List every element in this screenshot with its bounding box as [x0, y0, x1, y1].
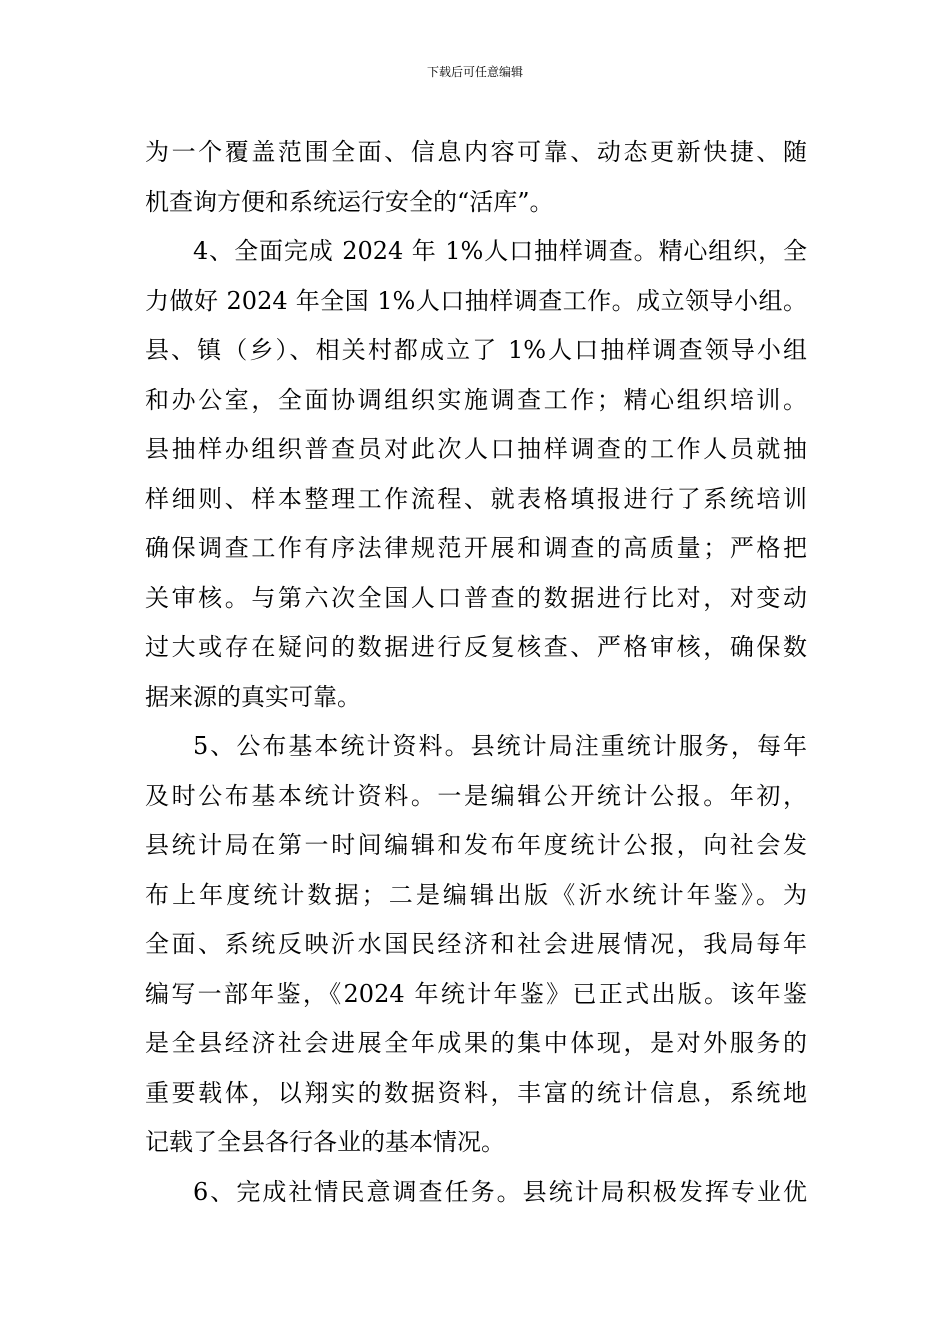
text-line: 为一个覆盖范围全面、信息内容可靠、动态更新快捷、随 [145, 138, 807, 166]
text-line: 力做好 2024 年全国 1%人口抽样调查工作。成立领导小组。 [145, 286, 807, 315]
document-body [145, 128, 807, 1217]
text-line: 县、镇（乡）、相关村都成立了 1%人口抽样调查领导小组 [145, 336, 807, 364]
text-line: 样细则、样本整理工作流程、就表格填报进行了系统培训 [145, 484, 807, 513]
text-line: 机查询方便和系统运行安全的“活库”。 [145, 187, 554, 216]
text-line: 全面、系统反映沂水国民经济和社会进展情况，我局每年 [145, 930, 807, 958]
text-line: 据来源的真实可靠。 [145, 682, 361, 711]
paragraph-5-start: 5、公布基本统计资料。县统计局注重统计服务，每年 [193, 732, 807, 760]
text-line: 及时公布基本统计资料。一是编辑公开统计公报。年初， [145, 781, 807, 810]
text-line: 是全县经济社会进展全年成果的集中体现，是对外服务的 [145, 1029, 807, 1057]
text-line: 确保调查工作有序法律规范开展和调查的高质量；严格把 [145, 534, 807, 562]
text-line: 记载了全县各行各业的基本情况。 [145, 1128, 505, 1156]
text-line: 关审核。与第六次全国人口普查的数据进行比对，对变动 [145, 583, 807, 612]
text-line: 和办公室，全面协调组织实施调查工作；精心组织培训。 [145, 385, 807, 414]
text-line: 重要载体，以翔实的数据资料，丰富的统计信息，系统地 [145, 1078, 807, 1107]
text-line: 编写一部年鉴，《2024 年统计年鉴》已正式出版。该年鉴 [145, 979, 807, 1008]
text-line: 县抽样办组织普查员对此次人口抽样调查的工作人员就抽 [145, 435, 807, 463]
text-line: 布上年度统计数据；二是编辑出版《沂水统计年鉴》。为 [145, 880, 807, 909]
page-header: 下载后可任意编辑 [426, 65, 523, 79]
paragraph-6-start: 6、完成社情民意调查任务。县统计局积极发挥专业优 [193, 1177, 807, 1206]
paragraph-4-start: 4、全面完成 2024 年 1%人口抽样调查。精心组织，全 [193, 237, 807, 265]
text-line: 过大或存在疑问的数据进行反复核查、严格审核，确保数 [145, 633, 807, 661]
text-line: 县统计局在第一时间编辑和发布年度统计公报，向社会发 [145, 831, 807, 859]
